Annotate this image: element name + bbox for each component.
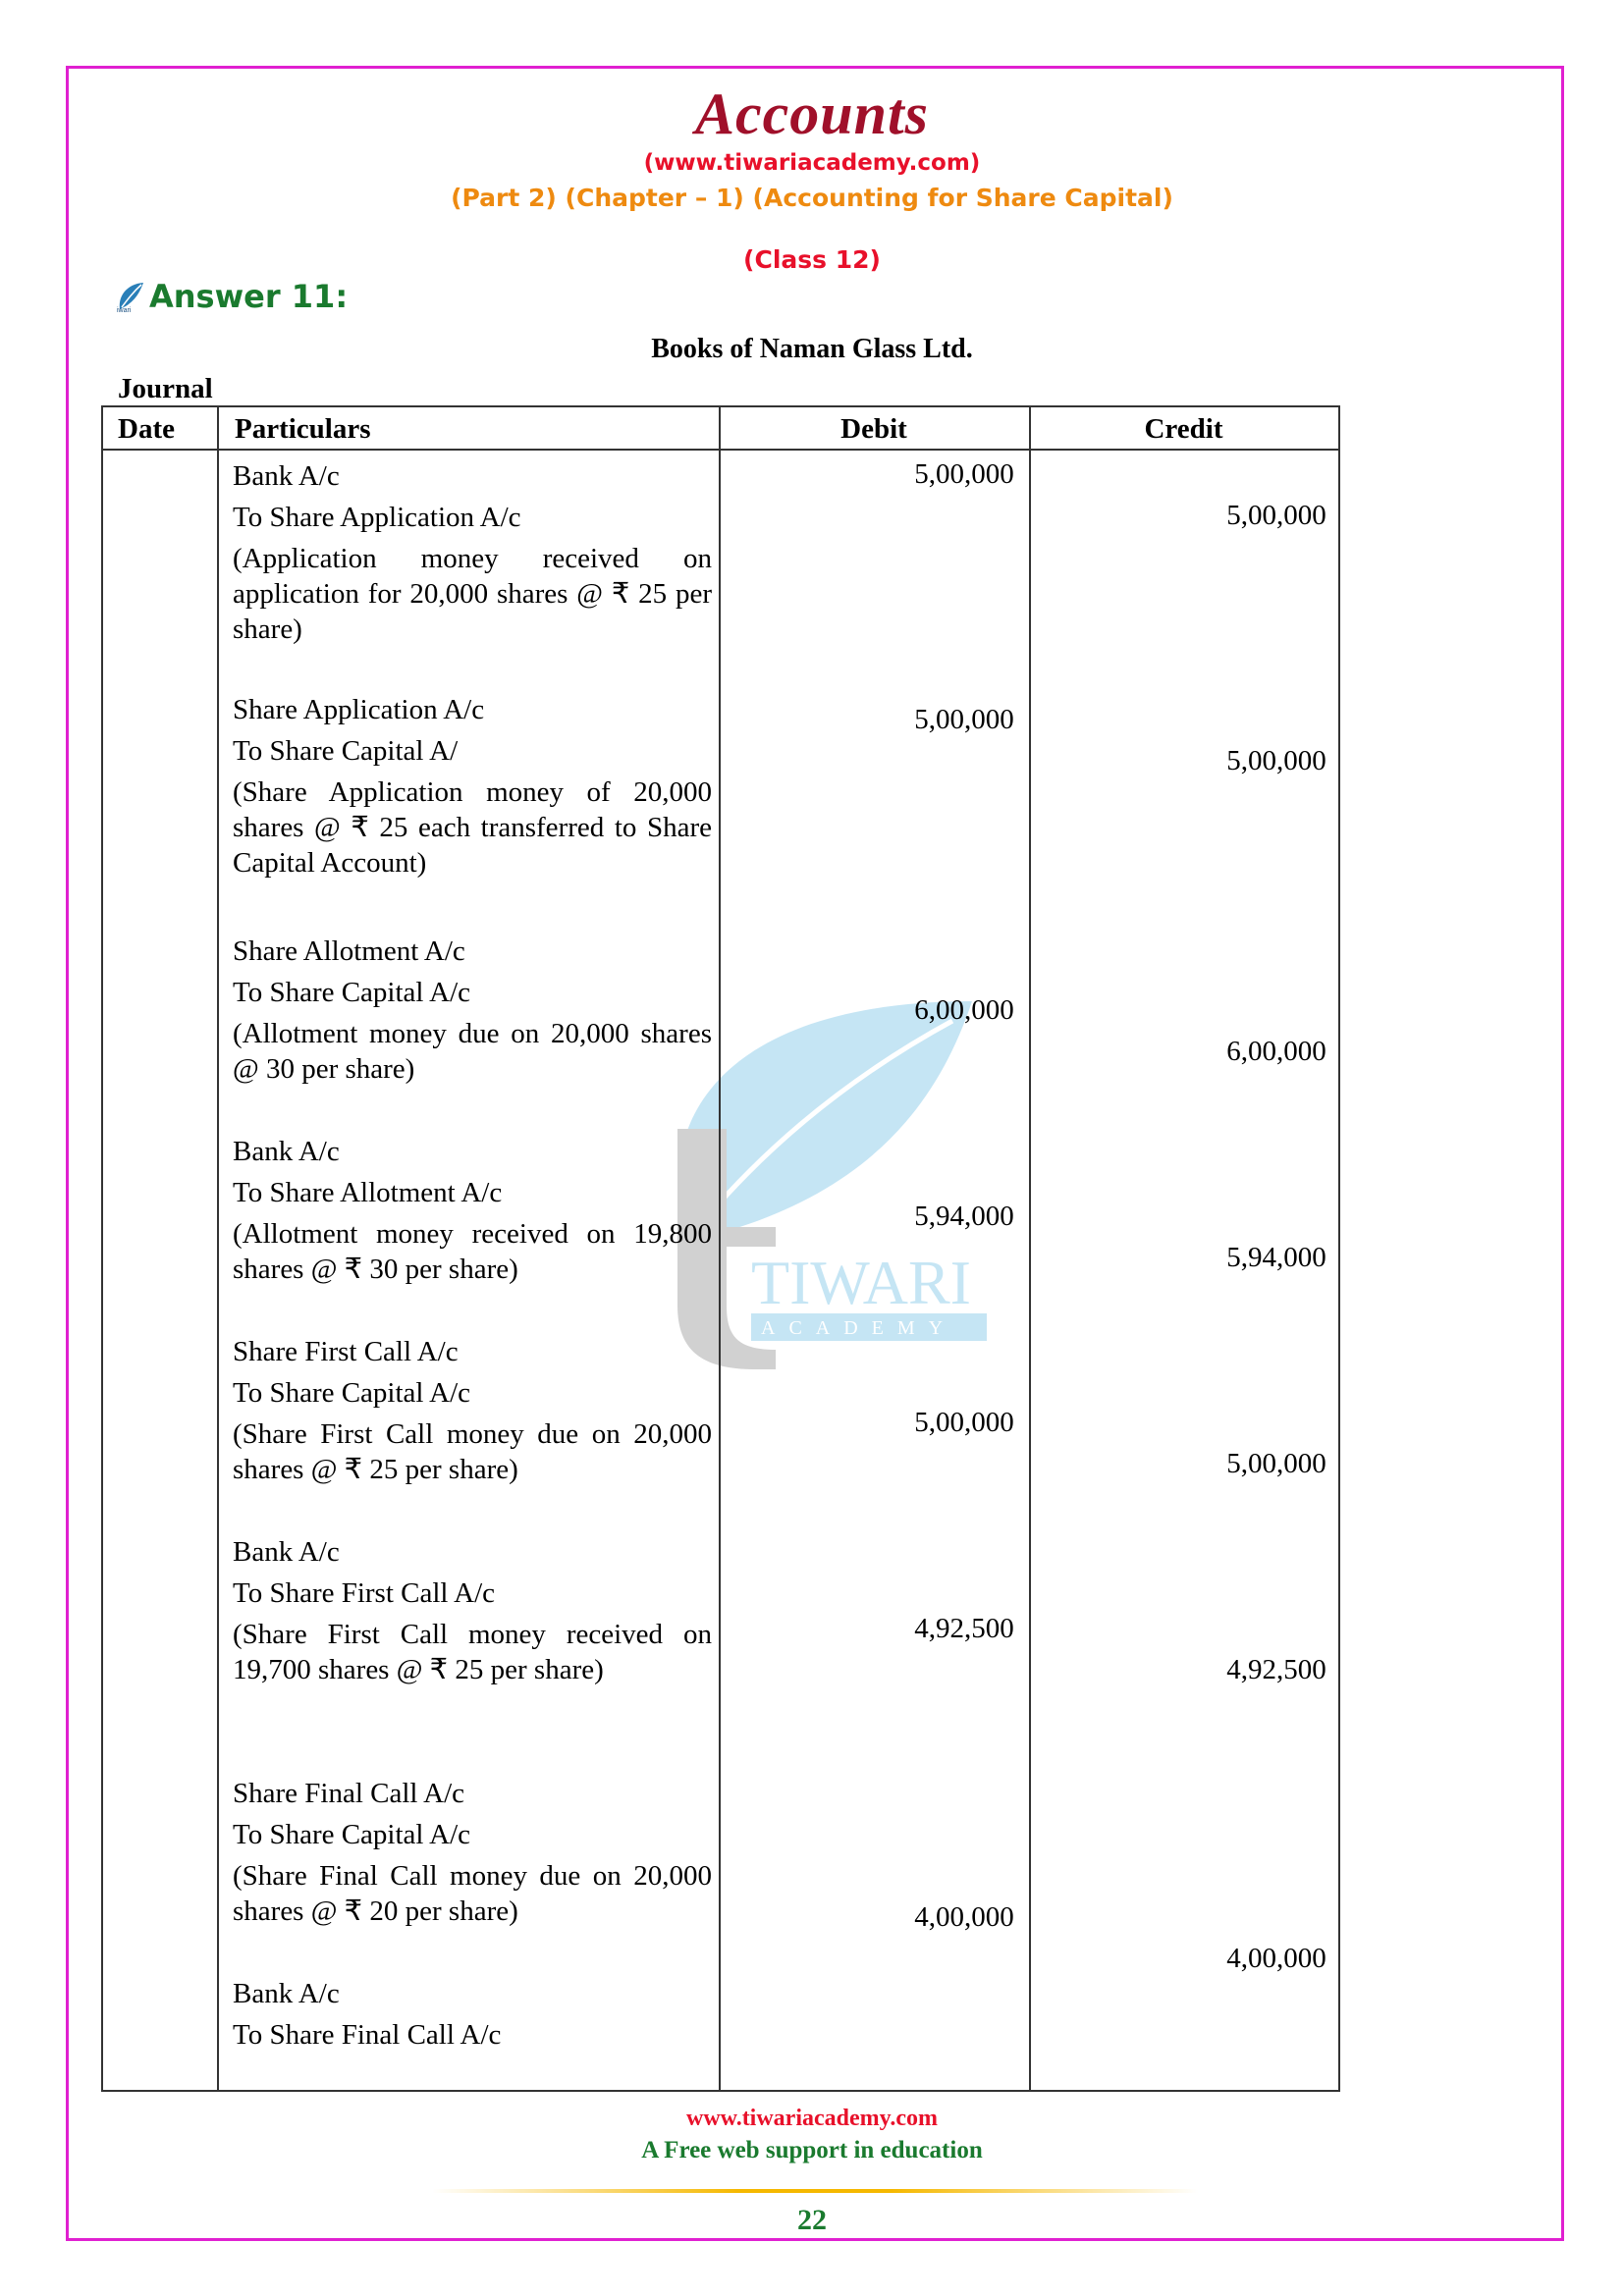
answer-heading-text: Answer 11: [149, 278, 349, 315]
credit-account: To Share Capital A/c [233, 977, 470, 1008]
credit-account: To Share First Call A/c [233, 1577, 496, 1609]
class-label: (Class 12) [743, 245, 881, 274]
narration: (Share First Call money due on 20,000 shares @ ₹ 25 per share) [233, 1418, 712, 1485]
debit-account: Share Application A/c [233, 694, 485, 725]
leaf-logo-icon [116, 280, 145, 313]
debit-amount: 6,00,000 [914, 994, 1014, 1026]
header-particulars: Particulars [235, 413, 371, 445]
debit-account: Share Final Call A/c [233, 1778, 464, 1809]
debit-amount: 5,00,000 [914, 458, 1014, 490]
debit-account: Share First Call A/c [233, 1336, 459, 1367]
narration: (Share Final Call money due on 20,000 shares @ ₹ 20 per share) [233, 1860, 712, 1927]
narration: (Share Application money of 20,000 shares @ ₹ 25 each transferred to Share Capital Account) [233, 776, 712, 879]
narration: (Share First Call money received on 19,700 shares @ ₹ 25 per share) [233, 1619, 712, 1685]
debit-account: Bank A/c [233, 1536, 340, 1568]
footer-tagline: A Free web support in education [641, 2137, 983, 2163]
journal-table [101, 405, 1340, 2092]
header-debit: Debit [840, 413, 907, 445]
debit-account: Bank A/c [233, 460, 340, 492]
debit-account: Share Allotment A/c [233, 935, 465, 967]
debit-amount: 5,00,000 [914, 1407, 1014, 1438]
credit-amount: 4,00,000 [1226, 1943, 1326, 1974]
debit-amount: 4,00,000 [914, 1901, 1014, 1933]
page-number: 22 [797, 2204, 827, 2236]
header-credit: Credit [1144, 413, 1223, 445]
credit-account: To Share Capital A/c [233, 1819, 470, 1850]
answer-heading [116, 278, 348, 315]
footer-url[interactable]: www.tiwariacademy.com [686, 2106, 938, 2131]
header-date: Date [118, 413, 175, 445]
column-divider [217, 407, 219, 2090]
header-url[interactable]: (www.tiwariacademy.com) [643, 150, 981, 176]
narration: (Application money received on application for 20,000 shares @ ₹ 25 per share) [233, 543, 712, 645]
debit-amount: 4,92,500 [914, 1613, 1014, 1644]
narration: (Allotment money due on 20,000 shares @ 30 per share) [233, 1018, 712, 1085]
debit-amount: 5,00,000 [914, 704, 1014, 735]
narration: (Allotment money received on 19,800 shares @ ₹ 30 per share) [233, 1218, 712, 1285]
credit-amount: 5,00,000 [1226, 1448, 1326, 1479]
credit-account: To Share Final Call A/c [233, 2019, 502, 2051]
credit-amount: 4,92,500 [1226, 1654, 1326, 1685]
column-divider [1029, 407, 1031, 2090]
credit-amount: 6,00,000 [1226, 1036, 1326, 1067]
header-divider [103, 449, 1338, 451]
debit-account: Bank A/c [233, 1136, 340, 1167]
footer-divider [432, 2189, 1198, 2193]
chapter-subtitle: (Part 2) (Chapter – 1) (Accounting for Share Capital) [451, 184, 1173, 212]
watermark-sub: ACADEMY [761, 1317, 957, 1339]
books-title: Books of Naman Glass Ltd. [651, 334, 973, 364]
debit-amount: 5,94,000 [914, 1201, 1014, 1232]
journal-label: Journal [118, 373, 213, 404]
column-divider [719, 407, 721, 2090]
page-title: Accounts [694, 81, 930, 146]
credit-amount: 5,94,000 [1226, 1242, 1326, 1273]
svg-text:iwari: iwari [117, 307, 132, 313]
watermark-letters: TIWARI [751, 1248, 971, 1317]
credit-account: To Share Application A/c [233, 502, 521, 533]
credit-account: To Share Capital A/ [233, 735, 459, 767]
debit-account: Bank A/c [233, 1978, 340, 2009]
credit-amount: 5,00,000 [1226, 500, 1326, 531]
credit-amount: 5,00,000 [1226, 745, 1326, 776]
credit-account: To Share Allotment A/c [233, 1177, 503, 1208]
credit-account: To Share Capital A/c [233, 1377, 470, 1409]
